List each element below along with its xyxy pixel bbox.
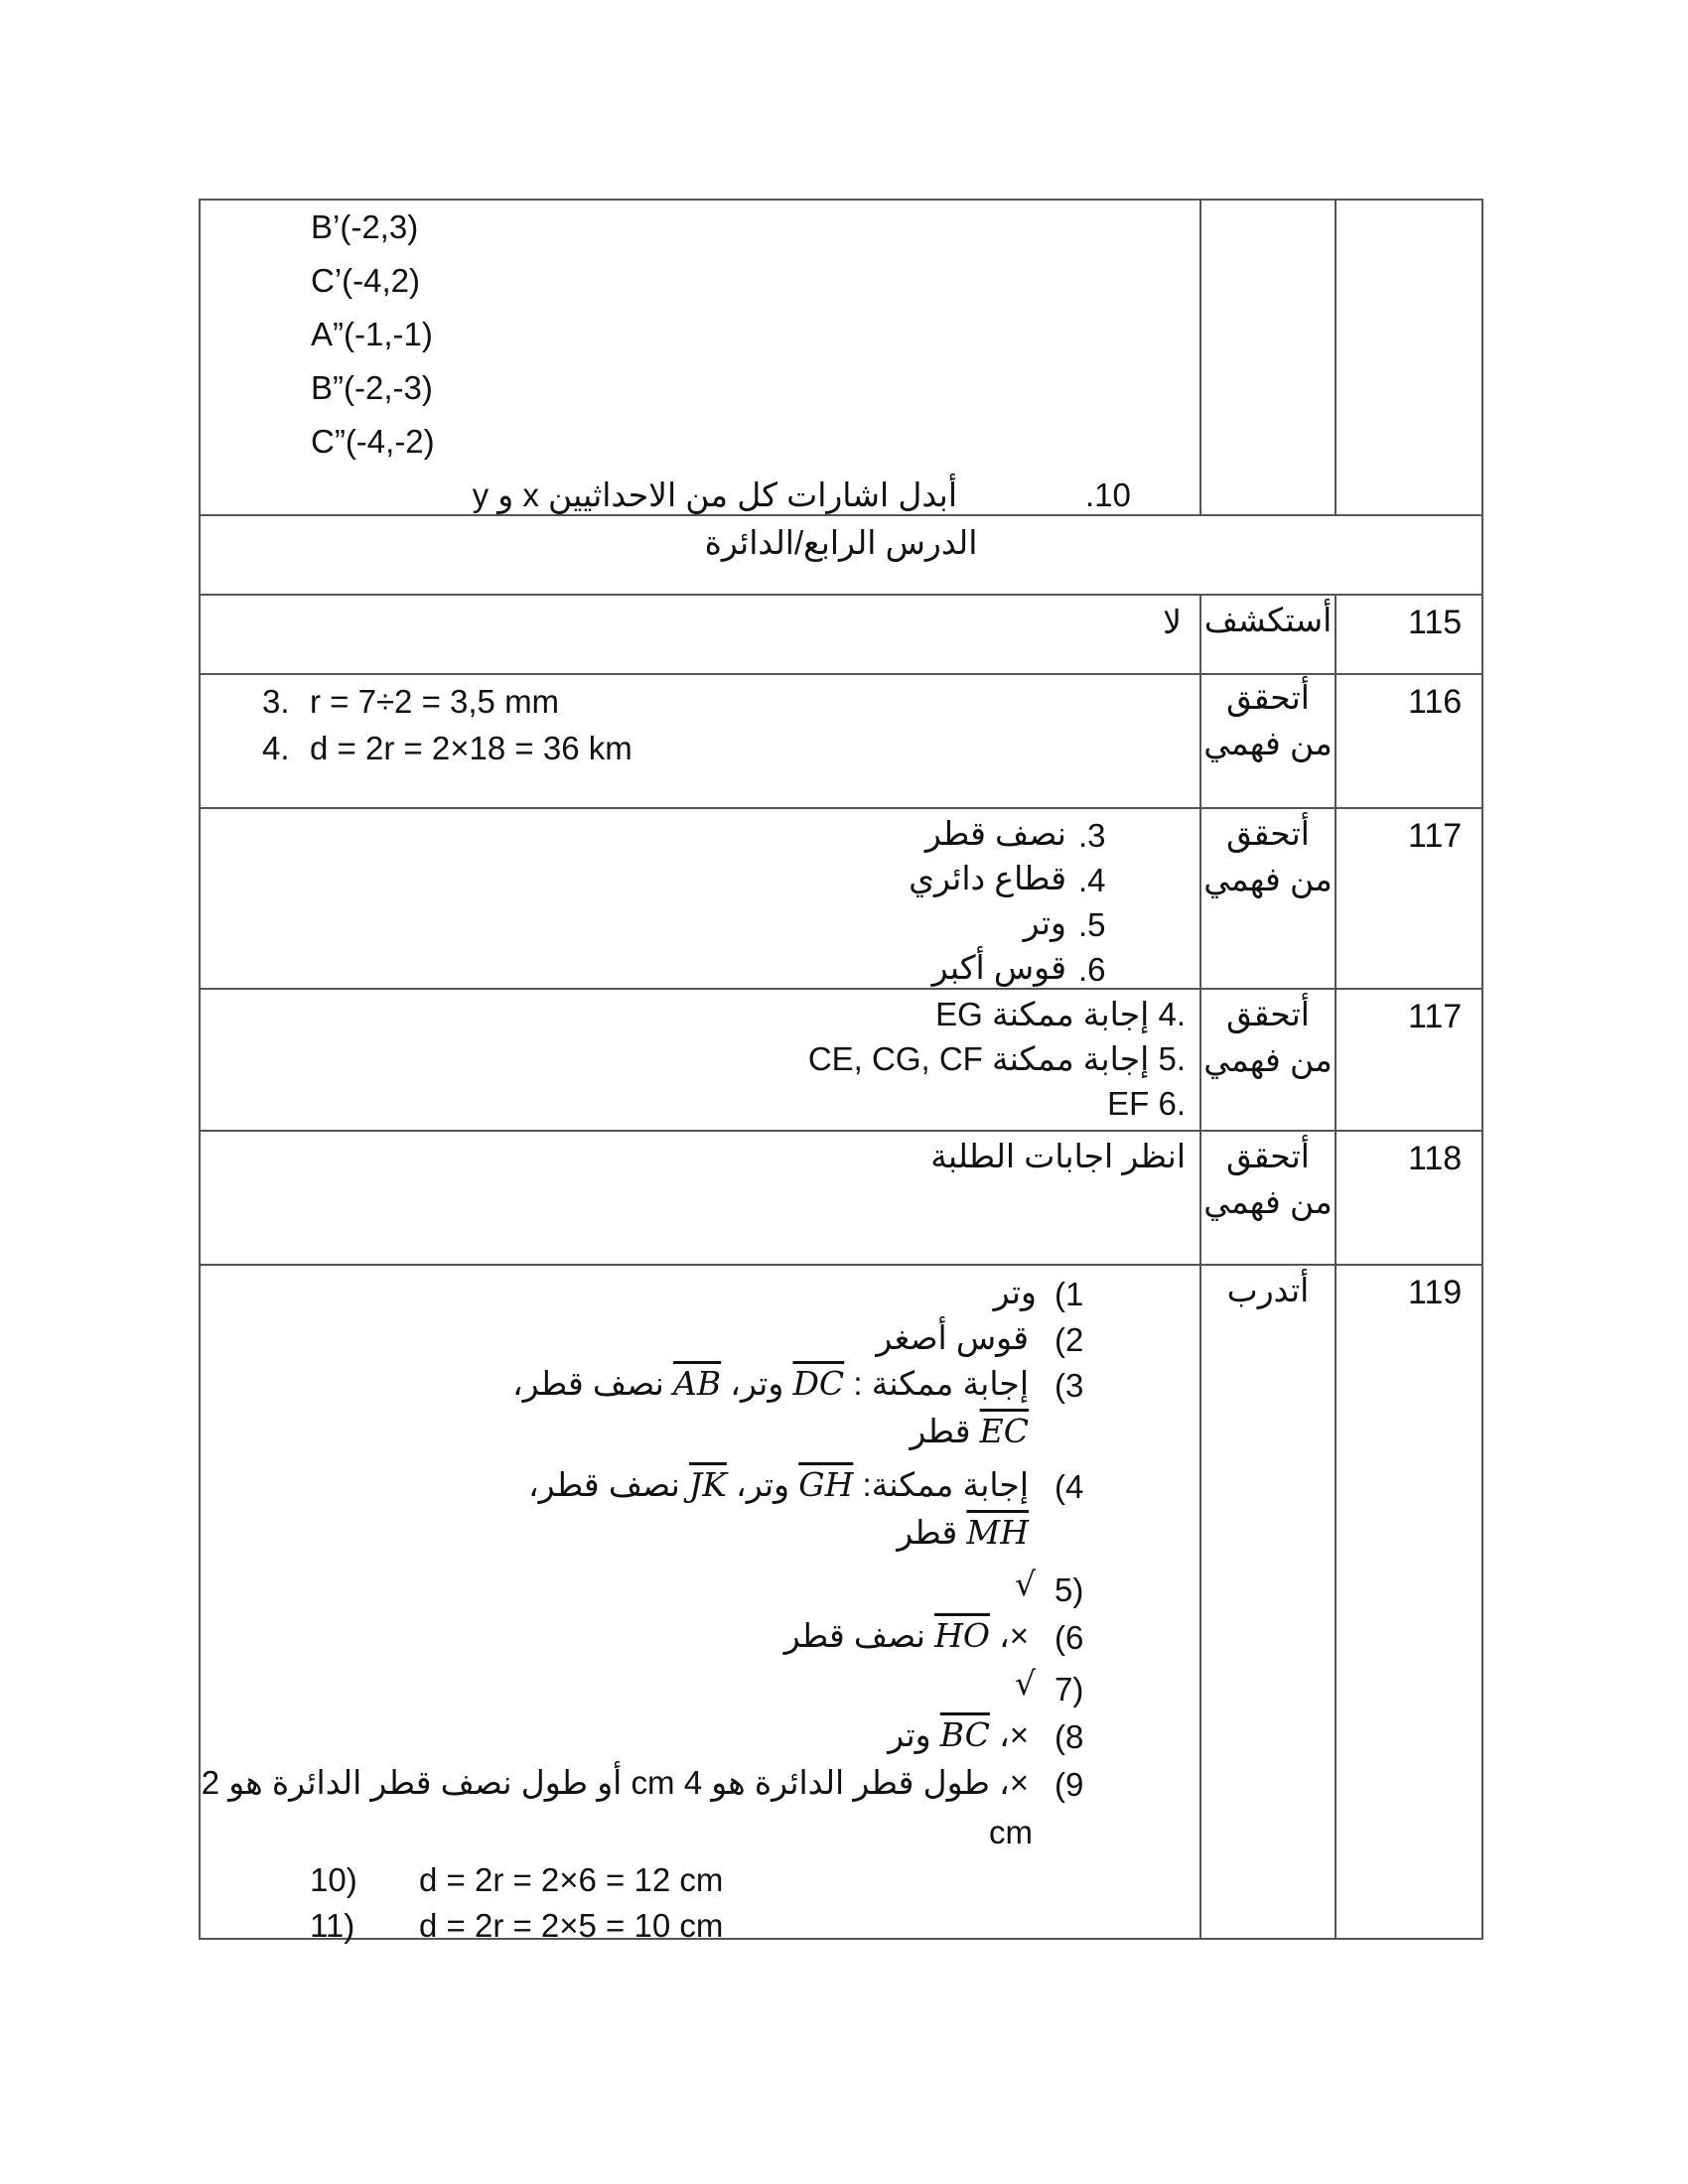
item-text-part: ×، [989, 1716, 1029, 1753]
item-text: قطاع دائري [909, 860, 1066, 896]
column-divider [199, 516, 201, 596]
answer-text: انظر اجابات الطلبة [930, 1138, 1186, 1174]
item-text [512, 1364, 1029, 1403]
item-text-part: ×، [989, 1617, 1029, 1654]
page-number: 119 [1408, 1274, 1463, 1311]
item-text-continued: cm [989, 1814, 1033, 1850]
column-divider [1335, 201, 1336, 516]
column-divider [199, 596, 201, 675]
column-divider [1199, 596, 1201, 675]
segment-label: EC [979, 1412, 1029, 1450]
activity-type: أتدرب [1226, 1272, 1310, 1308]
column-divider [1481, 596, 1483, 675]
coordinate-line: B’(-2,3) [311, 208, 419, 245]
item-number: 10) [310, 1861, 357, 1898]
column-divider [1481, 201, 1483, 516]
column-divider [1199, 809, 1201, 990]
column-divider [199, 201, 201, 516]
table-row [199, 807, 1483, 990]
activity-type: أتحقق من فهمي [1203, 1138, 1333, 1220]
item-text: قوس أكبر [931, 949, 1066, 986]
segment-label: MH [966, 1513, 1029, 1552]
segment-label: GH [798, 1465, 854, 1504]
coordinate-line: B”(-2,-3) [311, 369, 433, 406]
item-number: (9 [1055, 1766, 1084, 1803]
item-text: r = 7÷2 = 3,5 mm [310, 683, 560, 720]
item-text: ×، طول قطر الدائرة هو 4 cm أو طول نصف قطر الدائرة هو 2 [201, 1764, 1029, 1801]
activity-type: أتحقق من فهمي [1203, 679, 1333, 761]
item-text [783, 1616, 1029, 1655]
item-number: (1 [1055, 1276, 1084, 1312]
item-number: .6 [1078, 951, 1106, 988]
coordinate-line: C”(-4,-2) [311, 423, 435, 460]
item-number: 5) [1055, 1571, 1084, 1608]
check-mark: √ [1015, 1565, 1037, 1603]
column-divider [1481, 1132, 1483, 1266]
item-number: (4 [1055, 1468, 1084, 1505]
item-number: .3 [1078, 817, 1106, 854]
item-number: 3. [262, 683, 290, 720]
column-divider [1481, 1266, 1483, 1938]
item-text-part: وتر، [726, 1466, 790, 1503]
column-divider [1199, 675, 1201, 809]
item-text-part: إجابة ممكنة : [853, 1365, 1029, 1402]
coordinate-line: A”(-1,-1) [311, 316, 433, 352]
column-divider [199, 1132, 201, 1266]
column-divider [1481, 516, 1483, 596]
column-divider [1335, 809, 1336, 990]
segment-label: DC [792, 1364, 845, 1403]
item-number: (8 [1055, 1718, 1084, 1755]
item-number: 4. [262, 730, 290, 766]
item-text: d = 2r = 2×18 = 36 km [310, 730, 633, 766]
column-divider [1335, 1266, 1336, 1938]
activity-type: أتحقق من فهمي [1203, 996, 1333, 1078]
item-text [527, 1465, 1029, 1504]
item-text: d = 2r = 2×5 = 10 cm [419, 1907, 724, 1944]
activity-type: أتحقق من فهمي [1203, 815, 1333, 897]
item-text: قوس أصغر [876, 1319, 1029, 1356]
item-text: وتر [1023, 904, 1066, 941]
item-text: .6 EF [1107, 1085, 1186, 1122]
item-text-part: وتر [888, 1716, 931, 1753]
column-divider [1335, 675, 1336, 809]
page-number: 117 [1408, 817, 1463, 855]
item-number: .10 [1085, 477, 1131, 513]
column-divider [1199, 1132, 1201, 1266]
item-text [910, 1412, 1029, 1450]
item-number: (2 [1055, 1321, 1084, 1358]
item-number: 11) [310, 1907, 355, 1944]
table-row [199, 199, 1483, 516]
coordinate-line: C’(-4,2) [311, 262, 421, 299]
item-text: d = 2r = 2×6 = 12 cm [419, 1861, 724, 1898]
segment-label: JK [689, 1465, 727, 1504]
item-text: أبدل اشارات كل من الاحداثيين x و y [472, 477, 957, 513]
item-text: وتر [993, 1274, 1037, 1310]
table-row [199, 673, 1483, 809]
lesson-title: الدرس الرابع/الدائرة [704, 524, 978, 561]
column-divider [1199, 201, 1201, 516]
table-row [199, 988, 1483, 1132]
item-number: (6 [1055, 1619, 1084, 1656]
item-number: 7) [1055, 1671, 1084, 1707]
column-divider [199, 675, 201, 809]
item-number: (3 [1055, 1367, 1084, 1404]
column-divider [1199, 1266, 1201, 1938]
page-number: 118 [1408, 1140, 1463, 1177]
activity-type: أستكشف [1203, 602, 1333, 638]
table-row [199, 1264, 1483, 1944]
item-text: نصف قطر [924, 815, 1066, 852]
item-text-part: إجابة ممكنة: [862, 1466, 1029, 1503]
column-divider [1335, 1132, 1336, 1266]
item-number: .5 [1078, 906, 1106, 943]
item-text-part: قطر [897, 1514, 958, 1551]
item-text-part: نصف قطر، [512, 1365, 664, 1402]
item-text: .4 إجابة ممكنة EG [935, 996, 1186, 1032]
column-divider [1199, 990, 1201, 1132]
check-mark: √ [1015, 1664, 1037, 1703]
item-text: .5 إجابة ممكنة CE, CG, CF [807, 1040, 1186, 1077]
column-divider [1335, 990, 1336, 1132]
item-text [888, 1715, 1029, 1754]
column-divider [199, 990, 201, 1132]
item-text-part: نصف قطر [783, 1617, 925, 1654]
page-number: 116 [1408, 683, 1463, 721]
column-divider [199, 1266, 201, 1938]
column-divider [1481, 990, 1483, 1132]
column-divider [1481, 675, 1483, 809]
table-row [199, 594, 1483, 675]
segment-label: BC [939, 1715, 990, 1754]
item-text [897, 1513, 1029, 1552]
item-text-part: قطر [910, 1413, 971, 1449]
page-number: 115 [1408, 604, 1463, 641]
lesson-title-row [199, 514, 1483, 596]
segment-label: AB [673, 1364, 722, 1403]
column-divider [1335, 596, 1336, 675]
item-text-part: وتر، [721, 1365, 784, 1402]
item-number: .4 [1078, 862, 1106, 898]
column-divider [199, 809, 201, 990]
column-divider [1481, 809, 1483, 990]
answer-text: لا [1163, 604, 1182, 640]
segment-label: HO [934, 1616, 990, 1655]
item-text-part: نصف قطر، [527, 1466, 680, 1503]
page-number: 117 [1408, 998, 1463, 1035]
table-row [199, 1130, 1483, 1266]
